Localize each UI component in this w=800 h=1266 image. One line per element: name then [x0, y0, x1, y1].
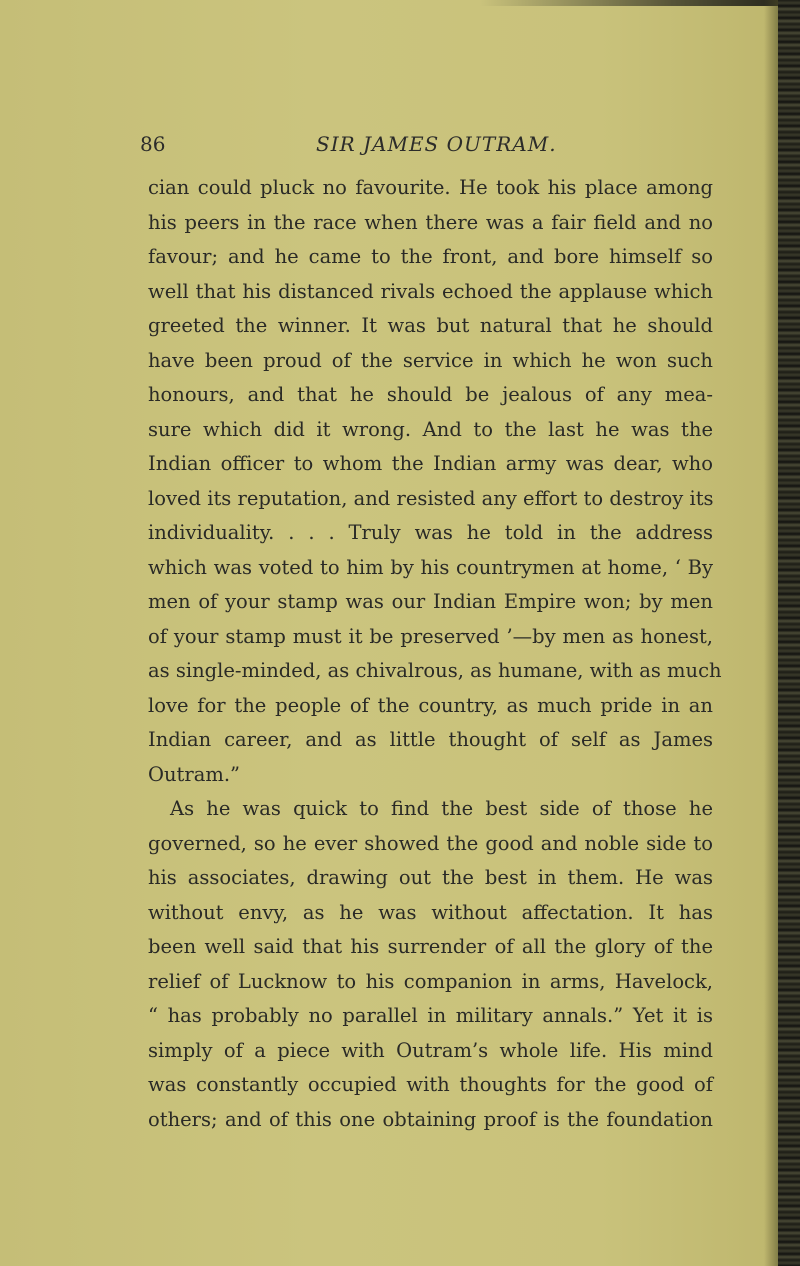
text-line: simply of a piece with Outram’s whole life. His mind — [148, 1038, 713, 1062]
page-top-edge — [480, 0, 800, 6]
text-line: love for the people of the country, as much pride in an — [148, 693, 713, 717]
book-binding-edge — [778, 0, 800, 1266]
text-line: Indian officer to whom the Indian army was dear, who — [148, 452, 713, 475]
text-line: cian could pluck no favourite. He took his place among — [148, 176, 713, 199]
text-line: individuality. . . . Truly was he told in the address — [148, 521, 713, 544]
binding-shadow — [764, 0, 778, 1266]
text-line: men of your stamp was our Indian Empire won; by men — [148, 590, 713, 613]
text-line: been well said that his surrender of all the glory of the — [148, 935, 713, 958]
text-line: As he was quick to find the best side of those he — [170, 797, 713, 820]
text-line: well that his distanced rivals echoed the applause which — [148, 279, 713, 303]
text-line: governed, so he ever showed the good and noble side to — [148, 831, 713, 855]
text-line: of your stamp must it be preserved ’—by men as honest, — [148, 624, 713, 648]
text-line: his associates, drawing out the best in them. He was — [148, 866, 713, 889]
text-line: was constantly occupied with thoughts for the good of — [148, 1073, 713, 1096]
text-line: as single-minded, as chivalrous, as humane, with as much — [148, 659, 722, 682]
text-line: Outram.” — [148, 762, 240, 786]
page-number: 86 — [140, 132, 166, 156]
text-line: favour; and he came to the front, and bore himself so — [148, 245, 713, 268]
text-line: sure which did it wrong. And to the last he was the — [148, 417, 713, 441]
text-line: honours, and that he should be jealous of any mea- — [148, 383, 713, 406]
text-line: which was voted to him by his countrymen at home, ‘ By — [148, 555, 713, 579]
text-line: without envy, as he was without affectation. It has — [148, 900, 713, 924]
text-line: relief of Lucknow to his companion in arms, Havelock, — [148, 969, 713, 993]
text-line: his peers in the race when there was a fair field and no — [148, 210, 713, 234]
text-line: “ has probably no parallel in military annals.” Yet it is — [148, 1004, 713, 1027]
text-line: loved its reputation, and resisted any effort to destroy its — [148, 486, 714, 510]
text-line: greeted the winner. It was but natural that he should — [148, 314, 713, 337]
body-text — [148, 171, 722, 1137]
text-line: Indian career, and as little thought of self as James — [148, 728, 713, 751]
text-line: others; and of this one obtaining proof is the foundation — [148, 1107, 713, 1131]
running-header — [140, 132, 720, 162]
text-line: have been proud of the service in which he won such — [148, 348, 713, 372]
running-title: SIR JAMES OUTRAM. — [316, 132, 557, 156]
